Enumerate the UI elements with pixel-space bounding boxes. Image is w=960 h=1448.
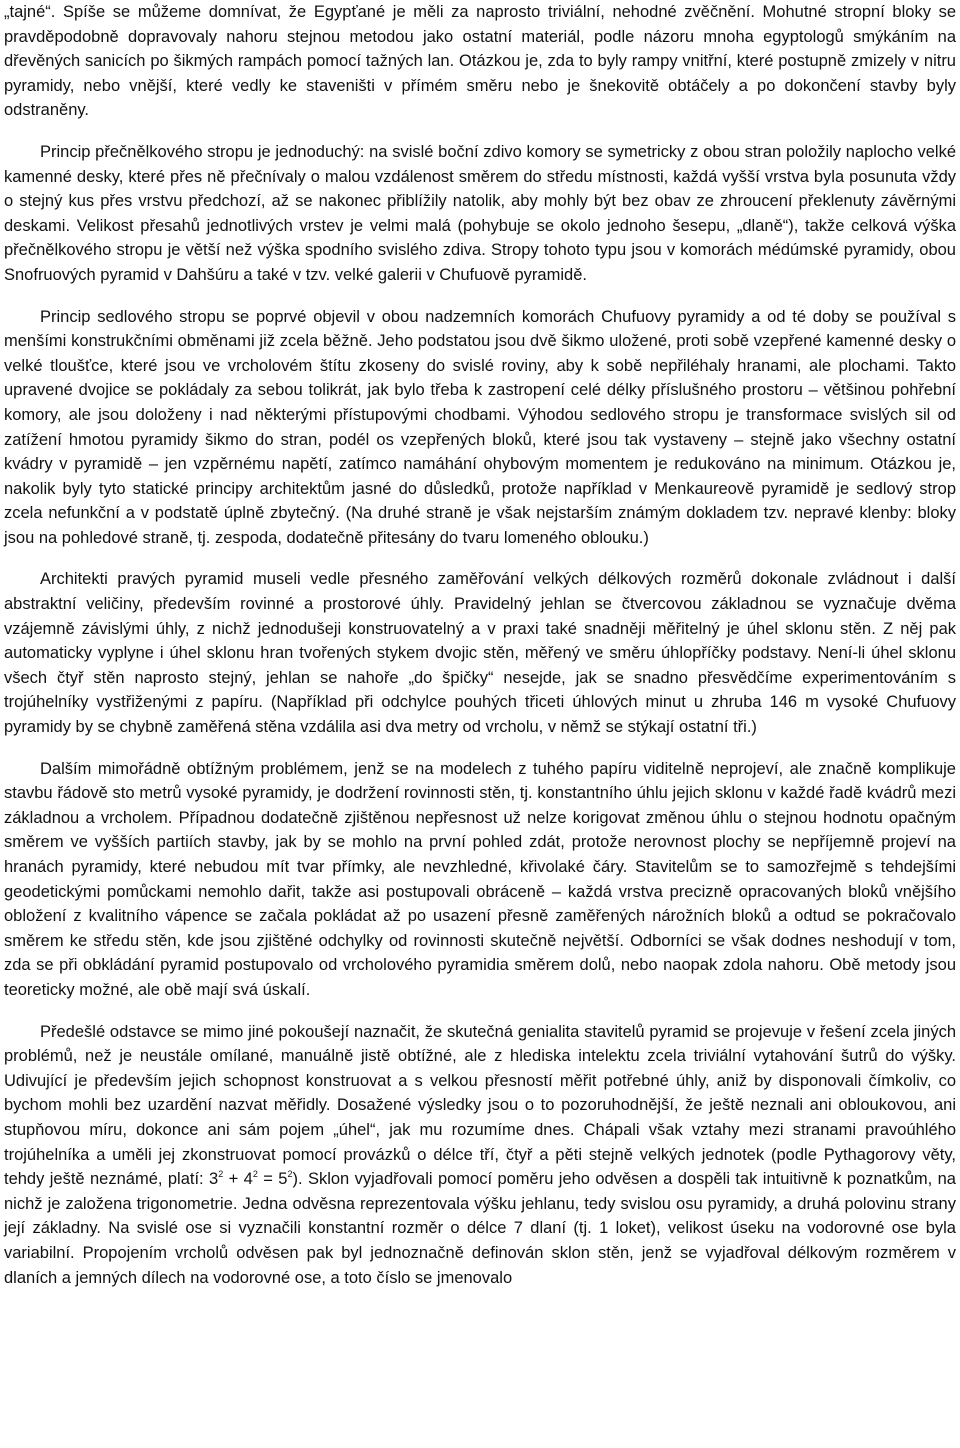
formula-exponent-2: 2 <box>252 1169 258 1180</box>
paragraph-3: Princip sedlového stropu se poprvé objevil v obou nadzemních komorách Chufuovy pyramidy a od té doby se používal s menšími konstrukčními obměnami již zcela běžně. Jeho podstatou jsou dvě šikmo uložené, proti sobě vzepřené kamenné desky o velké tloušťce, které jsou ve vrcholovém štítu zkoseny do svislé roviny, aby k sobě nepřiléhaly hranami, ale plochami. Takto upravené dvojice se pokládaly za sebou tolikrát, jak bylo třeba k zastropení celé délky příslušného prostoru – většinou pohřební komory, ale jsou doloženy i nad některými přístupovými chodbami. Výhodou sedlového stropu je transformace svislých sil od zatížení hmotou pyramidy šikmo do stran, podél os vzepřených bloků, které jsou tak vystaveny – stejně jako všechny ostatní kvádry v pyramidě – jen vzpěrnému napětí, zatímco namáhání ohybovým momentem je redukováno na minimum. Otázkou je, nakolik byly tyto statické principy architektům jasné do důsledků, protože například v Menkaureově pyramidě je sedlový strop zcela nefunkční a v podstatě úplně zbytečný. (Na druhé straně je však nejstarším známým dokladem tzv. nepravé klenby: bloky jsou na pohledové straně, tj. zespoda, dodatečně přitesány do tvaru lomeného oblouku.) <box>4 307 956 547</box>
paragraph-6-text-end: ). Sklon vyjadřovali pomocí poměru jeho odvěsen a dospěli tak intuitivně k poznatkům, na nichž je založena trigonometrie. Jedna odvěsna reprezentovala výšku jehlanu, tedy svislou osu pyramidy, a druhá polovinu strany její základny. Na svislé ose si vyznačili konstantní rozměr o délce 7 dlaní (tj. 1 loket), velikost úseku na vodorovné ose byla variabilní. Propojením vrcholů odvěsen pak byl jednoznačně definován sklon stěn, jenž se vyjadřoval délkovým rozměrem v dlaních a jemných dílech na vodorovné ose, a toto číslo se jmenovalo <box>4 1170 956 1287</box>
formula-base-3: 3 <box>209 1170 219 1189</box>
formula-exponent-1: 2 <box>218 1169 224 1180</box>
formula-base-4: 4 <box>243 1170 253 1189</box>
paragraph-6 <box>4 1020 956 1291</box>
paragraph-5: Dalším mimořádně obtížným problémem, jenž se na modelech z tuhého papíru viditelně neprojeví, ale značně komplikuje stavbu řádově sto metrů vysoké pyramidy, je dodržení rovinnosti stěn, tj. konstantního úhlu jejich sklonu v každé řadě kvádrů mezi základnou a vrcholem. Případnou dodatečně zjištěnou nepřesnost už nelze korigovat změnou úhlu o stejnou hodnotu opačným směrem ve vyšších partiích stavby, jak by se mohlo na první pohled zdát, protože nerovnost plochy se nepříjemně projeví na hranách pyramidy, které nebudou mít tvar přímky, ale nevzhledné, křivolaké čáry. Stavitelům se to samozřejmě s tehdejšími geodetickými pomůckami nemohlo dařit, takže asi postupovali obráceně – každá vrstva precizně opracovaných bloků vnějšího obložení z kvalitního vápence se začala pokládat až po usazení přesně zaměřených nárožních bloků a odtud se pokračovalo směrem ke středu stěn, kde jsou zjištěné odchylky od rovinnosti skutečně největší. Odborníci se však dodnes neshodují v tom, zda se při obkládání pyramid postupovalo od vrcholového pyramidia směrem dolů, nebo naopak zdola nahoru. Obě metody jsou teoreticky možné, ale obě mají svá úskalí. <box>4 759 956 999</box>
formula-plus: + <box>223 1170 244 1189</box>
paragraph-2: Princip přečnělkového stropu je jednoduchý: na svislé boční zdivo komory se symetricky z obou stran položily naplocho velké kamenné desky, které přes ně přečnívaly o malou vzdálenost směrem do středu místnosti, každá vyšší vrstva byla posunuta vždy o stejný kus přes vrstvu předchozí, až se nakonec přiblížily natolik, aby mohly být bez obav ze zhroucení překlenuty závěrnými deskami. Velikost přesahů jednotlivých vrstev je velmi malá (pohybuje se okolo jednoho šesepu, „dlaně“), takže celková výška přečnělkového stropu je větší než výška spodního svislého zdiva. Stropy tohoto typu jsou v komorách médúmské pyramidy, obou Snofruových pyramid v Dahšúru a také v tzv. velké galerii v Chufuově pyramidě. <box>4 142 956 284</box>
formula-equals: = <box>257 1170 279 1189</box>
formula-exponent-3: 2 <box>287 1169 293 1180</box>
paragraph-1: „tajné“. Spíše se můžeme domnívat, že Egypťané je měli za naprosto triviální, nehodné zvěčnění. Mohutné stropní bloky se pravděpodobně dopravovaly nahoru stejnou metodou jako ostatní materiál, podle názoru mnoha egyptologů smýkáním na dřevěných sanicích po šikmých rampách pomocí tažných lan. Otázkou je, zda to byly rampy vnitřní, které postupně zmizely v nitru pyramidy, nebo vnější, které vedly ke staveništi v přímém směru nebo je šnekovitě obtáčely a po dokončení stavby byly odstraněny. <box>4 3 956 120</box>
paragraph-4: Architekti pravých pyramid museli vedle přesného zaměřování velkých délkových rozměrů dokonale zvládnout i další abstraktní veličiny, především rovinné a prostorové úhly. Pravidelný jehlan se čtvercovou základnou se vyznačuje dvěma vzájemně závislými úhly, z nichž jednodušeji konstruovatelný a v praxi také snadněji měřitelný je úhel sklonu stěn. Z něj pak automaticky vyplyne i úhel sklonu hran tvořených stykem dvojic stěn, měřený ve směru úhlopříčky podstavy. Není-li úhel sklonu všech čtyř stěn naprosto stejný, jehlan se nahoře „do špičky“ nesejde, jak se snadno přesvědčíme experimentováním s trojúhelníky vystřiženými z papíru. (Například při odchylce pouhých třiceti úhlových minut u zhruba 146 m vysoké Chufuovy pyramidy by se chybně zaměřená stěna vzdálila asi dva metry od vrcholu, v němž se stýkají ostatní tři.) <box>4 570 956 737</box>
formula-base-5: 5 <box>278 1170 288 1189</box>
paragraph-6-text-start: Předešlé odstavce se mimo jiné pokoušejí naznačit, že skutečná genialita stavitelů pyramid se projevuje v řešení zcela jiných problémů, než je neustále omílané, manuálně jistě obtížné, ale z hlediska intelektu zcela triviální vytahování šutrů do výšky. Udivující je především jejich schopnost konstruovat a s velkou přesností měřit potřebné úhly, aniž by disponovali čímkoliv, co bychom mohli bez uzardění nazvat měřidly. Dosažené výsledky jsou o to pozoruhodnější, že ještě neznali ani obloukovou, ani stupňovou míru, dokonce ani sám pojem „úhel“, jak mu rozumíme dnes. Chápali však vztahy mezi stranami pravoúhlého trojúhelníka a uměli jej zkonstruovat pomocí provázků o délce tří, čtyř a pěti stejně velkých jednotek (podle Pythagorovy věty, tehdy ještě neznámé, platí: <box>4 1022 956 1189</box>
